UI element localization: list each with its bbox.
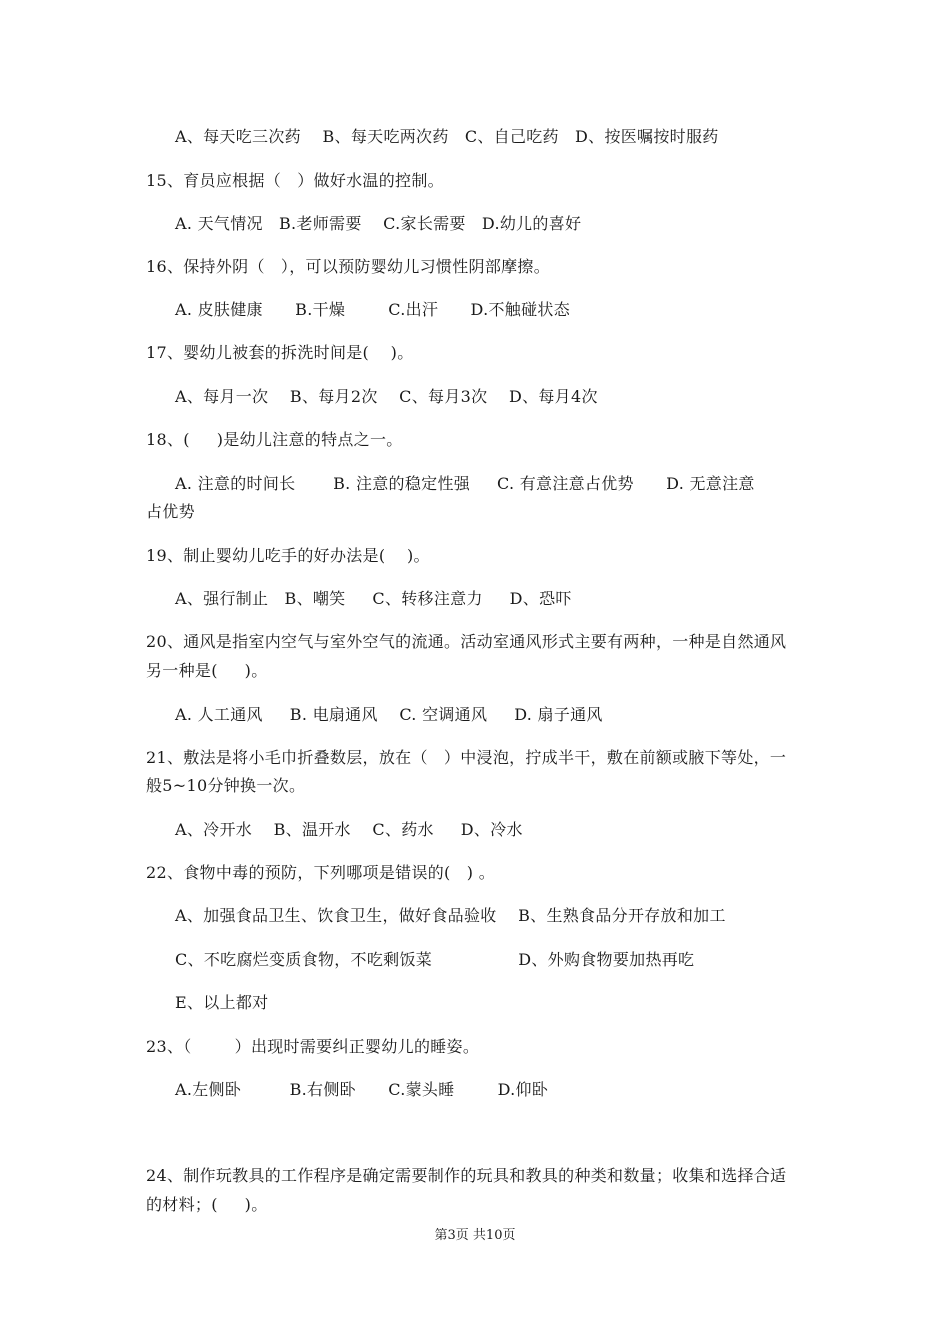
q20-options: A. 人工通风 B. 电扇通风 C. 空调通风 D. 扇子通风	[175, 705, 603, 724]
question-23: 23、（ ）出现时需要纠正婴幼儿的睡姿。	[146, 1037, 480, 1056]
question-16: 16、保持外阴（ ），可以预防婴幼儿习惯性阴部摩擦。	[146, 257, 551, 276]
q15-options: A. 天气情况 B.老师需要 C.家长需要 D.幼儿的喜好	[175, 214, 582, 233]
question-21: 21、敷法是将小毛巾折叠数层，放在（ ）中浸泡，拧成半干，敷在前额或腋下等处，一	[146, 748, 787, 767]
q16-options: A. 皮肤健康 B.干燥 C.出汗 D.不触碰状态	[175, 300, 570, 319]
q22-options-ab: A、加强食品卫生、饮食卫生，做好食品验收 B、生熟食品分开存放和加工	[175, 906, 726, 925]
question-19: 19、制止婴幼儿吃手的好办法是( )。	[146, 546, 430, 565]
question-21-continued: 般5~10分钟换一次。	[146, 776, 306, 795]
q19-options: A、强行制止 B、嘲笑 C、转移注意力 D、恐吓	[175, 589, 572, 608]
q21-options: A、冷开水 B、温开水 C、药水 D、冷水	[175, 820, 523, 839]
page-footer: 第3页 共10页	[434, 1228, 516, 1243]
question-15: 15、育员应根据（ ）做好水温的控制。	[146, 171, 444, 190]
q17-options: A、每月一次 B、每月2次 C、每月3次 D、每月4次	[175, 387, 598, 406]
question-20: 20、通风是指室内空气与室外空气的流通。活动室通风形式主要有两种，一种是自然通风	[146, 632, 787, 651]
q18-options-continued: 占优势	[146, 502, 195, 521]
question-20-continued: 另一种是( )。	[146, 661, 268, 680]
question-24-continued: 的材料；( )。	[146, 1195, 268, 1214]
q14-options: A、每天吃三次药 B、每天吃两次药 C、自己吃药 D、按医嘱按时服药	[175, 127, 719, 146]
question-17: 17、婴幼儿被套的拆洗时间是( )。	[146, 343, 414, 362]
question-18: 18、( )是幼儿注意的特点之一。	[146, 430, 403, 449]
q23-options: A.左侧卧 B.右侧卧 C.蒙头睡 D.仰卧	[175, 1080, 549, 1099]
q18-options: A. 注意的时间长 B. 注意的稳定性强 C. 有意注意占优势 D. 无意注意	[175, 474, 755, 493]
q22-option-e: E、以上都对	[175, 993, 269, 1012]
q22-options-cd: C、不吃腐烂变质食物，不吃剩饭菜 D、外购食物要加热再吃	[175, 950, 695, 969]
question-22: 22、食物中毒的预防，下列哪项是错误的( ) 。	[146, 863, 495, 882]
question-24: 24、制作玩教具的工作程序是确定需要制作的玩具和教具的种类和数量；收集和选择合适	[146, 1166, 787, 1185]
